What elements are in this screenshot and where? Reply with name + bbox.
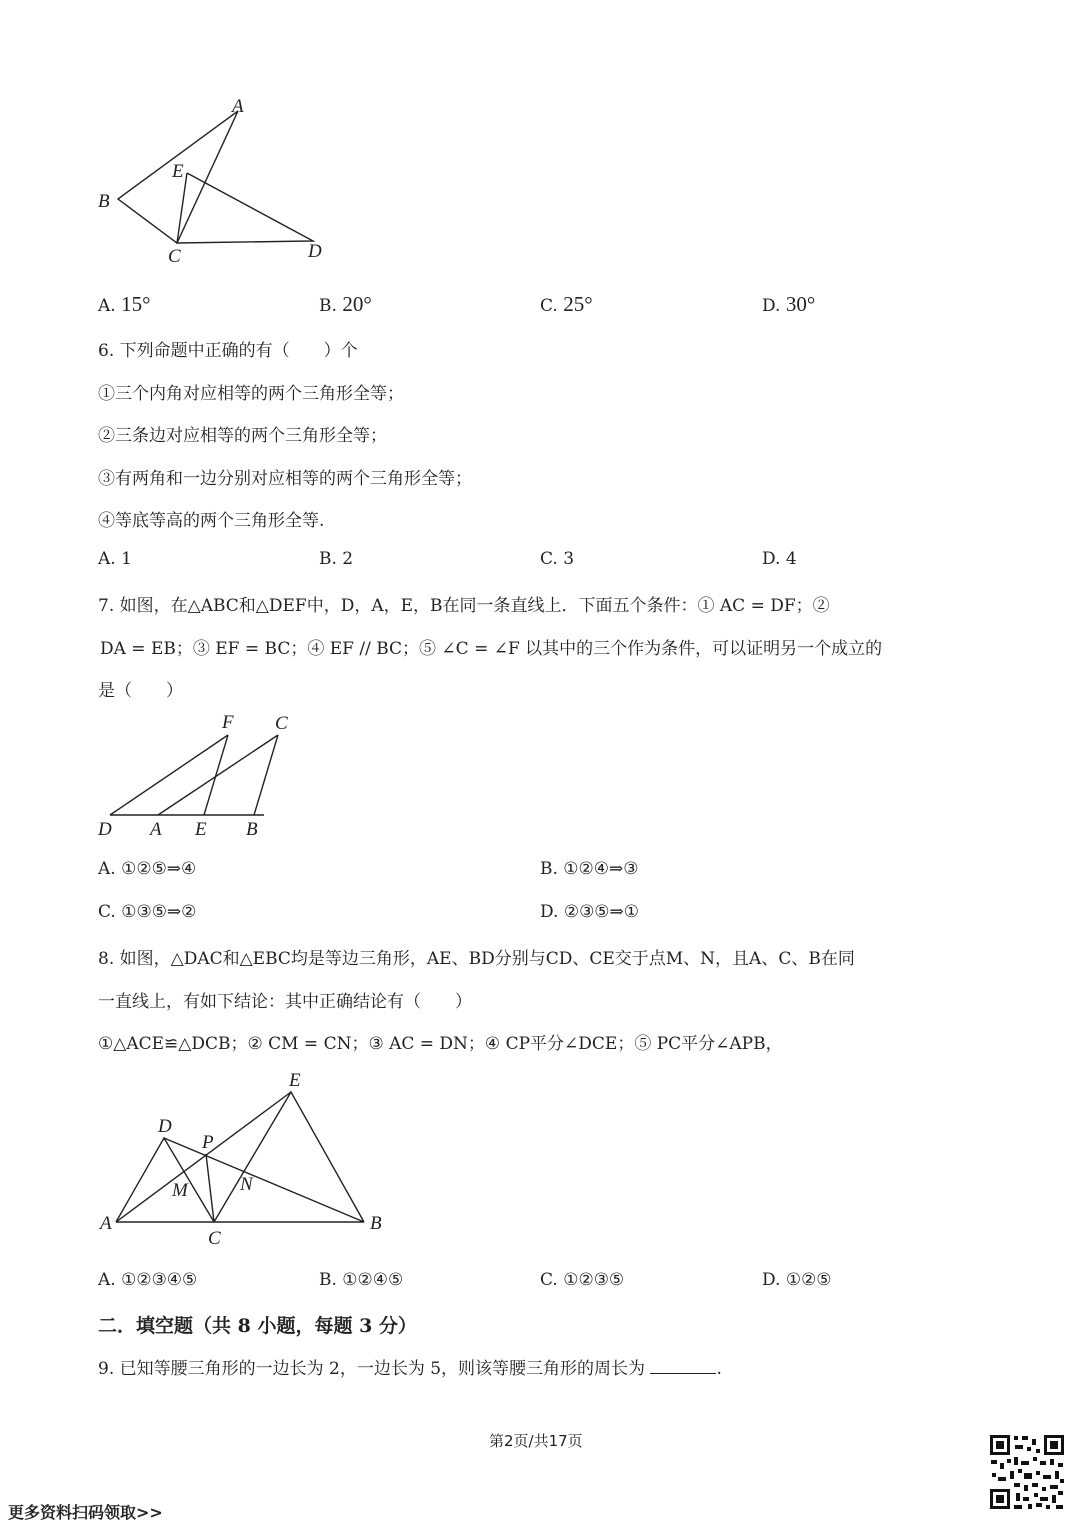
- label-A: A: [232, 96, 244, 117]
- q6-option-c[interactable]: C. 3: [540, 549, 575, 569]
- label-F: F: [222, 712, 234, 733]
- q8-option-a[interactable]: A. ①②③④⑤: [98, 1270, 198, 1290]
- q6-item-3: ③有两角和一边分别对应相等的两个三角形全等；: [98, 469, 472, 489]
- label-D: D: [308, 241, 322, 262]
- q6-item-4: ④等底等高的两个三角形全等.: [98, 511, 325, 531]
- q7-option-b[interactable]: B. ①②④⇒③: [540, 859, 639, 879]
- label-D: D: [98, 819, 112, 840]
- q9-line: [98, 1354, 722, 1379]
- label-C: C: [208, 1228, 221, 1249]
- label-B: B: [370, 1213, 382, 1234]
- q5-option-c[interactable]: C. 25°: [540, 292, 593, 316]
- figure-q7: [92, 708, 302, 843]
- label-A: A: [150, 819, 162, 840]
- figure-q8: [92, 1068, 402, 1253]
- q6-item-2: ②三条边对应相等的两个三角形全等；: [98, 426, 387, 446]
- q7-line-1: 7. 如图，在△ABC和△DEF中，D，A，E，B在同一条直线上．下面五个条件：① AC = DF；②: [98, 596, 830, 616]
- q7-line-3: 是（ ）: [98, 681, 183, 701]
- q9-text: 9. 已知等腰三角形的一边长为 2，一边长为 5，则该等腰三角形的周长为: [98, 1359, 646, 1379]
- q9-answer-blank[interactable]: [650, 1359, 716, 1374]
- page-number: 第2页/共17页: [489, 1432, 583, 1450]
- bottom-note[interactable]: 更多资料扫码领取>>: [8, 1503, 163, 1522]
- q7-option-d[interactable]: D. ②③⑤⇒①: [540, 902, 640, 922]
- label-E: E: [289, 1070, 301, 1091]
- q8-option-c[interactable]: C. ①②③⑤: [540, 1270, 625, 1290]
- q7-line-2: DA = EB；③ EF = BC；④ EF // BC；⑤ ∠C = ∠F 以其中的三个作为条件，可以证明另一个成立的: [100, 639, 883, 659]
- label-B: B: [98, 191, 110, 212]
- q5-option-a[interactable]: A. 15°: [98, 292, 151, 316]
- section-title: 二．填空题（共 8 小题，每题 3 分）: [98, 1315, 417, 1337]
- q8-option-b[interactable]: B. ①②④⑤: [319, 1270, 404, 1290]
- label-E: E: [195, 819, 207, 840]
- label-D: D: [158, 1116, 172, 1137]
- q8-line-1: 8. 如图，△DAC和△EBC均是等边三角形，AE、BD分别与CD、CE交于点M、N，且A、C、B在同: [98, 949, 855, 969]
- label-E: E: [172, 161, 184, 182]
- label-C: C: [275, 713, 288, 734]
- qr-code-image: [988, 1433, 1066, 1511]
- q6-stem: 6. 下列命题中正确的有（ ）个: [98, 341, 358, 361]
- q9-end: .: [716, 1359, 722, 1379]
- q6-item-1: ①三个内角对应相等的两个三角形全等；: [98, 384, 404, 404]
- q6-option-d[interactable]: D. 4: [762, 549, 797, 569]
- q6-option-b[interactable]: B. 2: [319, 549, 354, 569]
- q5-option-b[interactable]: B. 20°: [319, 292, 372, 316]
- q7-option-a[interactable]: A. ①②⑤⇒④: [98, 859, 197, 879]
- label-N: N: [240, 1174, 253, 1195]
- label-A: A: [100, 1213, 112, 1234]
- label-M: M: [172, 1180, 188, 1201]
- q8-line-3: ①△ACE≌△DCB；② CM = CN；③ AC = DN；④ CP平分∠DCE；⑤ PC平分∠APB，: [98, 1034, 783, 1054]
- label-P: P: [202, 1132, 214, 1153]
- q6-option-a[interactable]: A. 1: [98, 549, 132, 569]
- label-C: C: [168, 246, 181, 267]
- q8-line-2: 一直线上，有如下结论：其中正确结论有（ ）: [98, 992, 472, 1012]
- q5-option-d[interactable]: D. 30°: [762, 292, 816, 316]
- figure-q5: [90, 95, 350, 270]
- q8-option-d[interactable]: D. ①②⑤: [762, 1270, 832, 1290]
- label-B: B: [246, 819, 258, 840]
- q7-option-c[interactable]: C. ①③⑤⇒②: [98, 902, 197, 922]
